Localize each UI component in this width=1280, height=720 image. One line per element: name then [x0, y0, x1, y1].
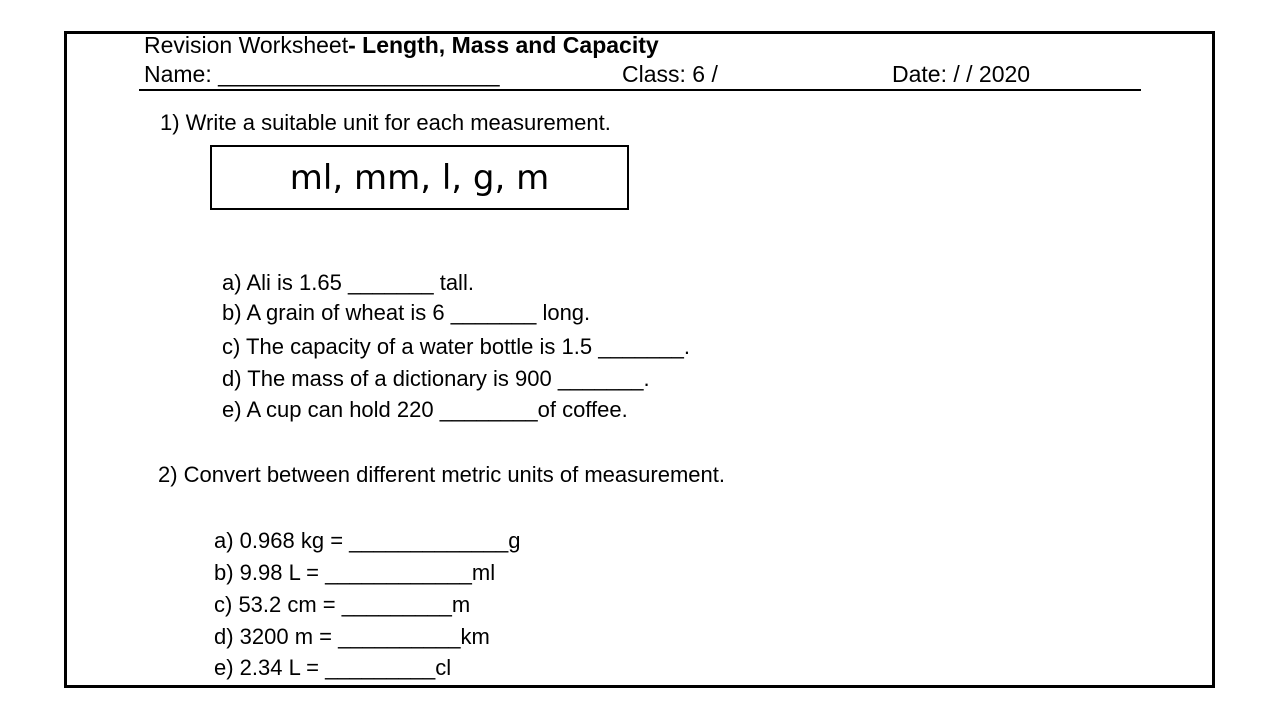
- section2-item-b: b) 9.98 L = ____________ml: [214, 560, 496, 585]
- section1-item-d: d) The mass of a dictionary is 900 _______.: [222, 366, 650, 391]
- section2-item-c: c) 53.2 cm = _________m: [214, 592, 471, 617]
- worksheet-title: [144, 32, 659, 59]
- date-field: Date: / / 2020: [892, 61, 1031, 87]
- section2-item-a: a) 0.968 kg = _____________g: [214, 528, 521, 553]
- section1-instruction: 1) Write a suitable unit for each measurement.: [160, 110, 611, 135]
- section1-item-c: c) The capacity of a water bottle is 1.5 _______.: [222, 334, 690, 359]
- class-field: Class: 6 /: [622, 61, 718, 87]
- unit-bank-text: ml, mm, l, g, m: [289, 157, 550, 198]
- section1-item-b: b) A grain of wheat is 6 _______ long.: [222, 300, 591, 325]
- name-field: Name: ______________________: [144, 61, 500, 87]
- section1-item-e: e) A cup can hold 220 ________of coffee.: [222, 397, 628, 422]
- section2-instruction: 2) Convert between different metric units of measurement.: [158, 462, 725, 487]
- section1-item-a: a) Ali is 1.65 _______ tall.: [222, 270, 474, 295]
- unit-bank-box: [210, 145, 629, 210]
- title-prefix: Revision Worksheet: [144, 32, 349, 58]
- section2-item-d: d) 3200 m = __________km: [214, 624, 490, 649]
- title-topic: - Length, Mass and Capacity: [348, 32, 659, 58]
- header-divider: [139, 89, 1141, 91]
- section2-item-e: e) 2.34 L = _________cl: [214, 655, 452, 680]
